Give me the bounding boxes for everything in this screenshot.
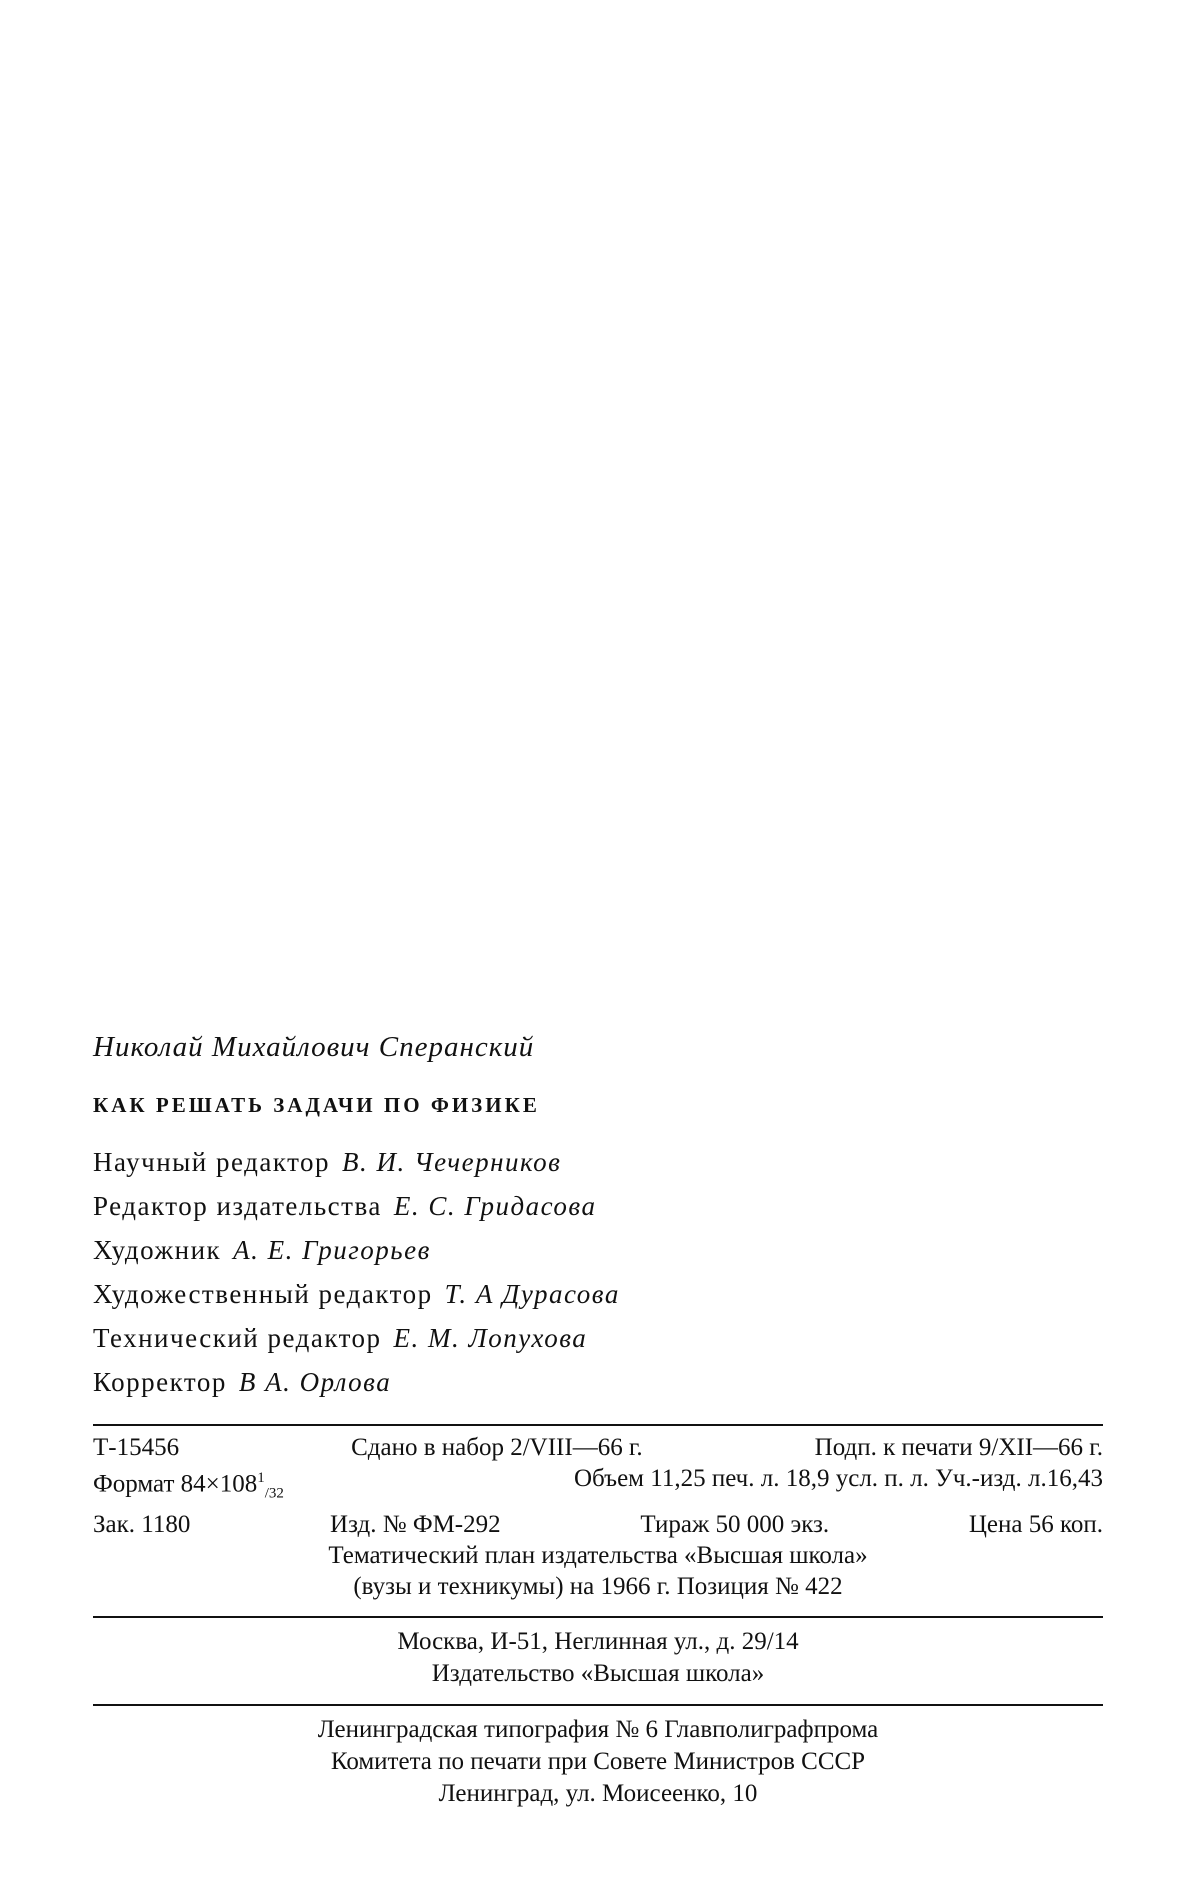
divider bbox=[93, 1424, 1103, 1426]
credits-list bbox=[93, 1140, 1103, 1404]
book-title: КАК РЕШАТЬ ЗАДАЧИ ПО ФИЗИКЕ bbox=[93, 1093, 540, 1117]
credit-role: Научный редактор bbox=[93, 1147, 331, 1177]
credit-role: Художественный редактор bbox=[93, 1279, 433, 1309]
publisher-name: Издательство «Высшая школа» bbox=[431, 1660, 765, 1688]
credit-scientific-editor bbox=[93, 1140, 1103, 1184]
credit-publisher-editor bbox=[93, 1184, 1103, 1228]
plan-line: (вузы и техникумы) на 1966 г. Позиция № 422 bbox=[353, 1573, 843, 1601]
credit-name: В. И. Чечерников bbox=[342, 1147, 562, 1177]
printer-line: Ленинград, ул. Моисеенко, 10 bbox=[438, 1780, 758, 1808]
credit-art-editor bbox=[93, 1272, 1103, 1316]
format bbox=[93, 1463, 284, 1509]
credit-role: Технический редактор bbox=[93, 1323, 382, 1353]
format-label: Формат bbox=[93, 1470, 175, 1498]
credit-name: Е. М. Лопухова bbox=[393, 1323, 588, 1353]
credit-proofreader bbox=[93, 1360, 1103, 1404]
credit-name: А. Е. Григорьев bbox=[233, 1235, 431, 1265]
credit-name: В А. Орлова bbox=[238, 1367, 392, 1397]
credit-role: Художник bbox=[93, 1235, 222, 1265]
signed-date: Подп. к печати 9/XII—66 г. bbox=[814, 1434, 1103, 1461]
divider bbox=[93, 1704, 1103, 1706]
credit-name: Т. А Дурасова bbox=[444, 1279, 620, 1309]
author-name: Николай Михайлович Сперанский bbox=[93, 1031, 535, 1063]
edition-number: Изд. № ФМ-292 bbox=[330, 1511, 501, 1539]
print-data bbox=[93, 1432, 1103, 1602]
format-sup: 1 bbox=[257, 1470, 265, 1486]
divider bbox=[93, 1616, 1103, 1618]
credit-technical-editor bbox=[93, 1316, 1103, 1360]
plan-line: Тематический план издательства «Высшая школа» bbox=[328, 1542, 868, 1570]
publisher-address: Москва, И-51, Неглинная ул., д. 29/14 bbox=[397, 1628, 799, 1656]
credit-name: Е. С. Гридасова bbox=[393, 1191, 597, 1221]
print-data-row bbox=[93, 1463, 1103, 1509]
printer-block bbox=[93, 1714, 1103, 1810]
credit-role: Редактор издательства bbox=[93, 1191, 382, 1221]
print-data-row bbox=[93, 1509, 1103, 1540]
credit-role: Корректор bbox=[93, 1367, 227, 1397]
format-sub: /32 bbox=[264, 1485, 284, 1502]
order-number: Зак. 1180 bbox=[93, 1511, 191, 1539]
format-value: 84×108 bbox=[180, 1470, 258, 1498]
printer-line: Ленинградская типография № 6 Главполиграфпрома bbox=[317, 1716, 879, 1744]
colophon bbox=[93, 1030, 1103, 1810]
typeset-date: Сдано в набор 2/VIII—66 г. bbox=[351, 1434, 643, 1461]
printer-line: Комитета по печати при Совете Министров СССР bbox=[330, 1748, 866, 1776]
price: Цена 56 коп. bbox=[968, 1511, 1103, 1539]
credit-artist bbox=[93, 1228, 1103, 1272]
print-run: Тираж 50 000 экз. bbox=[640, 1511, 830, 1539]
publisher-block bbox=[93, 1626, 1103, 1690]
edition-code: Т-15456 bbox=[93, 1434, 180, 1461]
print-data-row bbox=[93, 1432, 1103, 1463]
volume: Объем 11,25 печ. л. 18,9 усл. п. л. Уч.-изд. л.16,43 bbox=[574, 1465, 1103, 1492]
